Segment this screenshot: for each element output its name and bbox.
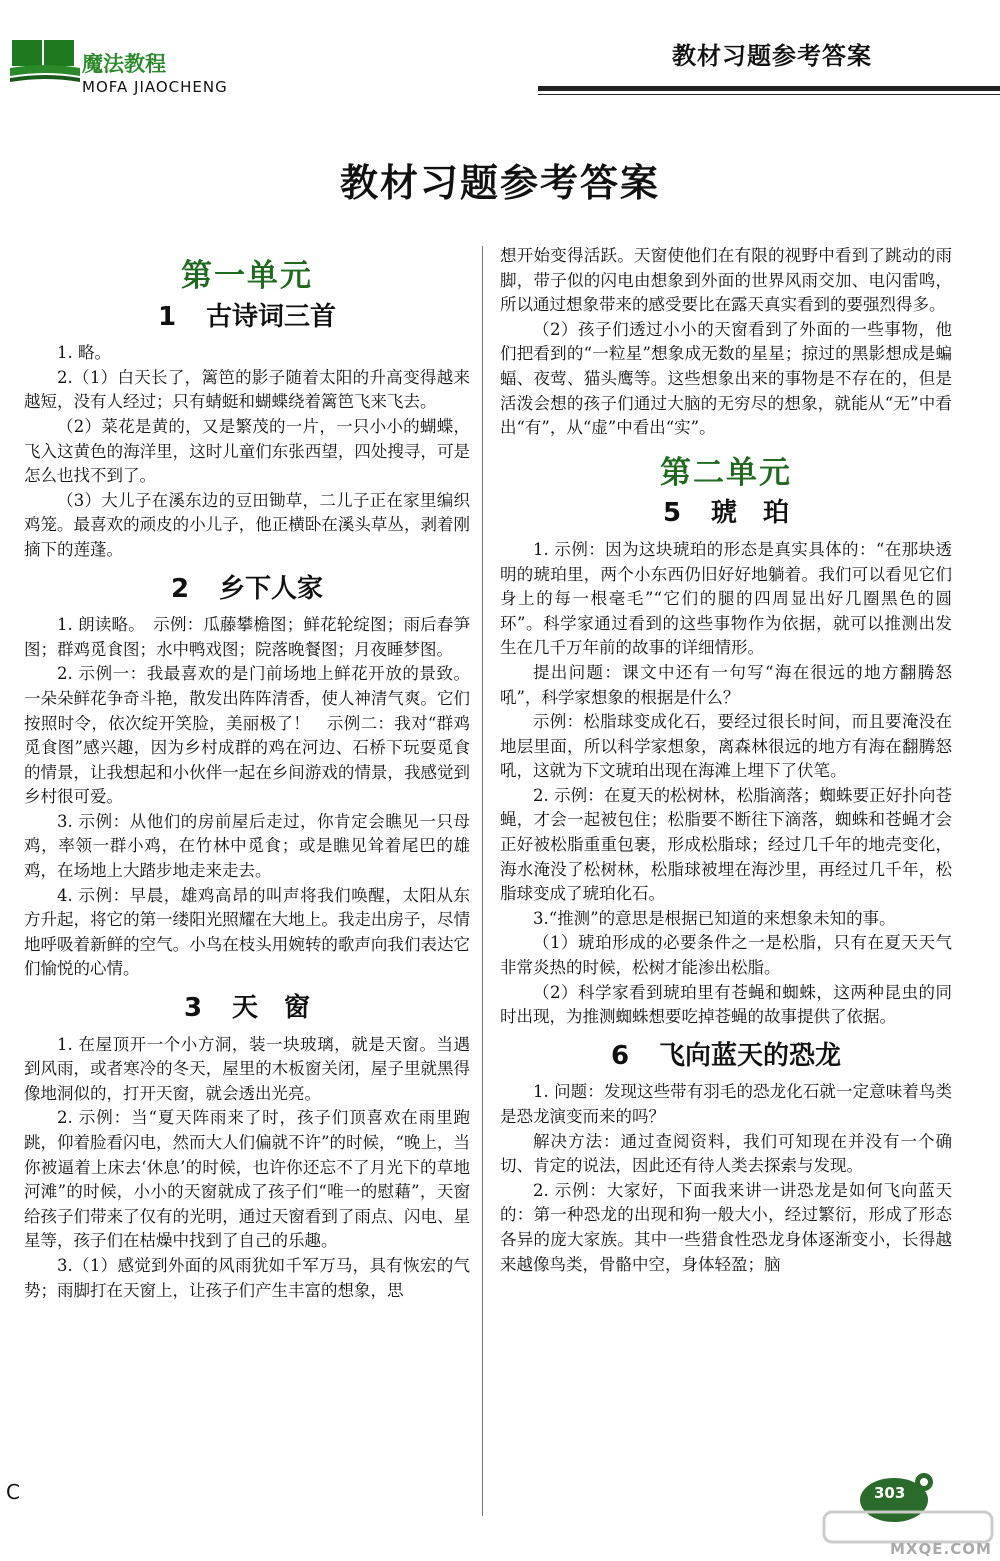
- answer-paragraph: 1. 朗读略。 示例：瓜藤攀檐图；鲜花轮绽图；雨后春笋图；群鸡觅食图；水中鸭戏图；院落晚餐图；月夜睡梦图。: [24, 615, 470, 659]
- lesson-title: 天 窗: [232, 993, 311, 1024]
- answer-paragraph: 提出问题：课文中还有一句写“海在很远的地方翻腾怒吼”，科学家想象的根据是什么？: [500, 662, 952, 707]
- logo-chinese-text: 魔法教程: [82, 52, 166, 76]
- lesson-title: 乡下人家: [219, 573, 324, 604]
- answer-paragraph: （1）琥珀形成的必要条件之一是松脂，只有在夏天天气非常炎热的时候，松树才能渗出松脂。: [500, 933, 952, 978]
- answer-paragraph: 3.（1）感觉到外面的风雨犹如千军万马，具有恢宏的气势；雨脚打在天窗上，让孩子们产生丰富的想象，思: [24, 1255, 470, 1300]
- answer-paragraph: （2）孩子们透过小小的天窗看到了外面的一些事物，他们把看到的“一粒星”想象成无数的星星；掠过的黑影想成是蝙蝠、夜莺、猫头鹰等。这些想象出来的事物是不存在的，但是活泼会想的孩子们通过大脑的无穷尽的想象，就能从“无”中看出“有”，从“虚”中看出“实”。: [500, 319, 952, 438]
- lesson-title: 古诗词三首: [206, 301, 337, 332]
- answer-paragraph: 3. 示例：从他们的房前屋后走过，你肯定会瞧见一只母鸡，率领一群小鸡，在竹林中觅食；或是瞧见耸着尾巴的雄鸡，在场地上大踏步地走来走去。: [24, 811, 470, 881]
- answer-paragraph: 1. 示例：因为这块琥珀的形态是真实具体的：“在那块透明的琥珀里，两个小东西仍旧好好地躺着。我们可以看见它们身上的每一根毫毛”“它们的腿的四周显出好几圈黑色的圆环”。科学家通过看到的这些事物作为依据，就可以推测出发生在几千万年前的故事的详细情形。: [500, 539, 952, 658]
- unit-heading: 第二单元: [660, 454, 792, 491]
- answer-paragraph: （2）菜花是黄的，又是繁茂的一片，一只小小的蝴蝶，飞入这黄色的海洋里，这时儿童们东张西望，四处搜寻，可是怎么也找不到了。: [24, 416, 470, 486]
- lesson-heading: [24, 301, 470, 332]
- watermark-url: MXQE.COM: [890, 1540, 992, 1558]
- answer-paragraph: 2. 示例：大家好，下面我来讲一讲恐龙是如何飞向蓝天的：第一种恐龙的出现和狗一般大小，经过繁衍，形成了形态各异的庞大家族。其中一些猎食性恐龙身体逐渐变小，长得越来越像鸟类，骨骼中空，身体轻盈；脑: [500, 1180, 952, 1274]
- right-column: [500, 244, 952, 1277]
- answer-paragraph: 1. 问题：发现这些带有羽毛的恐龙化石就一定意味着鸟类是恐龙演变而来的吗？: [500, 1082, 952, 1126]
- page-number: 303: [874, 1484, 906, 1502]
- answer-paragraph: 2. 示例一：我最喜欢的是门前场地上鲜花开放的景致。一朵朵鲜花争奇斗艳，散发出阵阵清香，使人神清气爽。它们按照时令，依次绽开笑脸，美丽极了！ 示例二：我对“群鸡觅食图”感兴趣，因为乡村成群的鸡在河边、石桥下玩耍觅食的情景，让我想起和小伙伴一起在乡间游戏的情景，我感觉到乡村很可爱。: [24, 664, 470, 807]
- answer-paragraph: 4. 示例：早晨，雄鸡高昂的叫声将我们唤醒，太阳从东方升起，将它的第一缕阳光照耀在大地上。我走出房子，尽情地呼吸着新鲜的空气。小鸟在枝头用婉转的歌声向我们表达它们愉悦的心情。: [24, 885, 470, 979]
- header-title: 教材习题参考答案: [672, 42, 872, 70]
- answer-paragraph: 1. 略。: [57, 343, 111, 363]
- page-title: 教材习题参考答案: [339, 161, 660, 205]
- header-rule-thin: [538, 94, 1000, 95]
- answer-paragraph: 想开始变得活跃。天窗使他们在有限的视野中看到了跳动的雨脚，带子似的闪电由想象到外面的世界风雨交加、电闪雷鸣，所以通过想象带来的感受要比在露天真实看到的要强烈得多。: [500, 246, 952, 315]
- corner-mark: C: [6, 1480, 20, 1504]
- answer-paragraph: （2）科学家看到琥珀里有苍蝇和蜘蛛，这两种昆虫的同时出现，为推测蜘蛛想要吃掉苍蝇的故事提供了依据。: [500, 982, 952, 1027]
- unit-heading: 第一单元: [181, 258, 313, 294]
- lesson-title: 飞向蓝天的恐龙: [659, 1040, 842, 1071]
- lesson-heading: [24, 993, 470, 1024]
- answer-paragraph: 2.（1）白天长了，篱笆的影子随着太阳的升高变得越来越短，没有人经过；只有蜻蜓和蝴蝶绕着篱笆飞来飞去。: [24, 367, 470, 412]
- lesson-heading: [500, 1040, 952, 1071]
- logo-pinyin-text: MOFA JIAOCHENG: [82, 78, 228, 96]
- answer-paragraph: 3.“推测”的意思是根据已知道的来想象未知的事。: [533, 908, 896, 928]
- left-column: [24, 244, 470, 1303]
- lesson-title: 琥 珀: [711, 498, 790, 529]
- answer-paragraph: 示例：松脂球变成化石，要经过很长时间，而且要淹没在地层里面，所以科学家想象，离森林很远的地方有海在翻腾怒吼，这就为下文琥珀出现在海滩上埋下了伏笔。: [500, 712, 952, 781]
- lesson-heading: [500, 498, 952, 529]
- answer-paragraph: 2. 示例：在夏天的松树林，松脂滴落；蜘蛛要正好扑向苍蝇，才会一起被包住；松脂要不断往下滴落，蜘蛛和苍蝇才会正好被松脂重重包裹，形成松脂球；经过几千年的地壳变化，海水淹没了松树林，松脂球被埋在海沙里，再经过几千年，松脂球变成了琥珀化石。: [500, 785, 952, 904]
- page-header: [0, 0, 1000, 110]
- header-rule: [538, 86, 1000, 91]
- answer-paragraph: 1. 在屋顶开一个小方洞，装一块玻璃，就是天窗。当遇到风雨，或者寒冷的冬天，屋里的木板窗关闭，屋子里就黑得像地洞似的，打开天窗，就会透出光亮。: [24, 1034, 470, 1103]
- answer-paragraph: （3）大儿子在溪东边的豆田锄草，二儿子正在家里编织鸡笼。最喜欢的顽皮的小儿子，他正横卧在溪头草丛，剥着刚摘下的莲蓬。: [24, 490, 470, 559]
- lesson-number: 1: [157, 301, 177, 332]
- lesson-number: 2: [170, 573, 190, 604]
- lesson-number: 6: [610, 1040, 630, 1071]
- answer-paragraph: 2. 示例：当“夏天阵雨来了时，孩子们顶喜欢在雨里跑跳，仰着脸看闪电，然而大人们偏就不许”的时候，“晚上，当你被逼着上床去‘休息’的时候，也许你还忘不了月光下的草地河滩”的时候，小小的天窗就成了孩子们“唯一的慰藉”，天窗给孩子们带来了仅有的光明，通过天窗看到了雨点、闪电、星星等，孩子们在枯燥中找到了自己的乐趣。: [24, 1108, 470, 1251]
- lesson-heading: [24, 573, 470, 604]
- answer-paragraph: 解决方法：通过查阅资料，我们可知现在并没有一个确切、肯定的说法，因此还有待人类去探索与发现。: [500, 1131, 952, 1176]
- lesson-number: 3: [183, 993, 203, 1024]
- column-divider: [482, 246, 483, 1516]
- lesson-number: 5: [662, 498, 682, 529]
